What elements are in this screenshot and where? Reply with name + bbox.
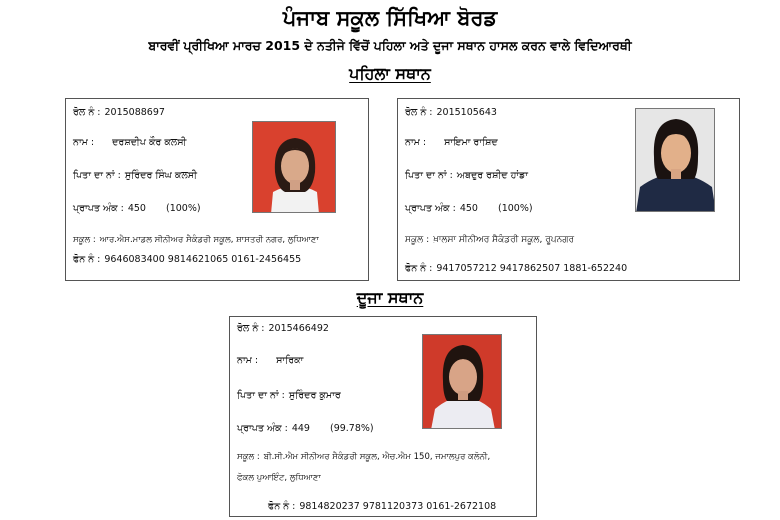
name-row: [73, 137, 192, 148]
name-value: ਦਰਸ਼ਦੀਪ ਕੌਰ ਕਲਸੀ: [112, 137, 187, 148]
father-label: ਪਿਤਾ ਦਾ ਨਾਂ :: [405, 170, 453, 181]
school-value: ਆਰ.ਐਸ.ਮਾਡਲ ਸੀਨੀਅਰ ਸੈਕੰਡਰੀ ਸਕੂਲ, ਸ਼ਾਸਤਰੀ ਨਗਰ, ਲੁਧਿਆਣਾ: [99, 235, 319, 245]
marks-label: ਪ੍ਰਾਪਤ ਅੰਕ :: [73, 203, 124, 214]
roll-row: [237, 323, 335, 334]
marks-label: ਪ੍ਰਾਪਤ ਅੰਕ :: [405, 203, 456, 214]
roll-value: 2015105643: [436, 107, 497, 118]
second-position-heading: ਦੂਜਾ ਸਥਾਨ: [356, 288, 424, 307]
school-row: [73, 235, 325, 245]
school-value: ਖ਼ਾਲਸਾ ਸੀਨੀਅਰ ਸੈਕੰਡਰੀ ਸਕੂਲ, ਰੂਪਨਗਰ: [433, 235, 575, 245]
student-photo: [422, 334, 502, 429]
school-label: ਸਕੂਲ :: [237, 452, 260, 462]
school-row-2: [237, 473, 327, 483]
school-row: [237, 452, 496, 462]
phone-row: [268, 501, 502, 512]
name-value: ਸਾਰਿਕਾ: [276, 355, 304, 366]
name-value: ਸਾਇਮਾ ਰਾਸ਼ਿਦ: [444, 137, 498, 148]
name-row: [405, 137, 504, 148]
name-row: [237, 355, 309, 366]
results-subtitle: ਬਾਰਵੀਂ ਪ੍ਰੀਖਿਆ ਮਾਰਚ 2015 ਦੇ ਨਤੀਜੇ ਵਿੱਚੋਂ ਪਹਿਲਾ ਅਤੇ ਦੂਜਾ ਸਥਾਨ ਹਾਸਲ ਕਰਨ ਵਾਲੇ ਵਿਦਿਆਰਥੀ: [148, 38, 632, 53]
roll-row: [73, 107, 171, 118]
phone-value: 9646083400 9814621065 0161-2456455: [104, 254, 302, 265]
marks-row: [73, 203, 207, 214]
marks-value: 450: [459, 203, 478, 214]
father-row: [405, 170, 534, 181]
roll-label: ਰੋਲ ਨੰ :: [237, 323, 265, 334]
percent-value: (99.78%): [329, 423, 374, 434]
student-photo: [635, 108, 715, 212]
phone-value: 9417057212 9417862507 1881-652240: [436, 263, 628, 274]
student-card-second: [229, 316, 537, 517]
phone-label: ਫੋਨ ਨੰ :: [73, 254, 101, 265]
name-label: ਨਾਮ :: [73, 137, 95, 148]
roll-row: [405, 107, 503, 118]
marks-row: [237, 423, 380, 434]
first-position-heading: ਪਹਿਲਾ ਸਥਾਨ: [349, 64, 431, 83]
school-label: ਸਕੂਲ :: [73, 235, 96, 245]
school-value-line1: ਬੀ.ਸੀ.ਐਮ ਸੀਨੀਅਰ ਸੈਕੰਡਰੀ ਸਕੂਲ, ਐਚ.ਐਮ 150, ਜਮਾਲਪੁਰ ਕਲੋਨੀ,: [263, 452, 491, 462]
roll-label: ਰੋਲ ਨੰ :: [73, 107, 101, 118]
roll-value: 2015088697: [104, 107, 165, 118]
father-label: ਪਿਤਾ ਦਾ ਨਾਂ :: [237, 390, 285, 401]
school-label: ਸਕੂਲ :: [405, 235, 430, 245]
name-label: ਨਾਮ :: [405, 137, 427, 148]
board-title: ਪੰਜਾਬ ਸਕੂਲ ਸਿੱਖਿਆ ਬੋਰਡ: [282, 6, 498, 30]
phone-value: 9814820237 9781120373 0161-2672108: [299, 501, 497, 512]
marks-value: 450: [127, 203, 146, 214]
name-label: ਨਾਮ :: [237, 355, 259, 366]
roll-value: 2015466492: [268, 323, 329, 334]
father-row: [73, 170, 203, 181]
phone-label: ਫੋਨ ਨੰ :: [405, 263, 433, 274]
father-label: ਪਿਤਾ ਦਾ ਨਾਂ :: [73, 170, 121, 181]
phone-row: [405, 263, 633, 274]
father-value: ਸੁਰਿੰਦਰ ਕੁਮਾਰ: [288, 390, 341, 401]
marks-label: ਪ੍ਰਾਪਤ ਅੰਕ :: [237, 423, 288, 434]
phone-row: [73, 254, 307, 265]
student-photo: [252, 121, 336, 213]
father-row: [237, 390, 347, 401]
student-card-first-1: [65, 98, 369, 281]
school-row: [405, 235, 580, 245]
phone-label: ਫੋਨ ਨੰ :: [268, 501, 296, 512]
marks-row: [405, 203, 539, 214]
father-value: ਸੁਰਿੰਦਰ ਸਿੰਘ ਕਲਸੀ: [124, 170, 197, 181]
school-value-line2: ਫੋਕਲ ਪੁਆਇੰਟ, ਲੁਧਿਆਣਾ: [237, 473, 321, 483]
father-value: ਅਬਦੁਰ ਰਸ਼ੀਦ ਹਾਂਡਾ: [456, 170, 528, 181]
percent-value: (100%): [497, 203, 533, 214]
roll-label: ਰੋਲ ਨੰ :: [405, 107, 433, 118]
student-card-first-2: [397, 98, 740, 281]
marks-value: 449: [291, 423, 310, 434]
percent-value: (100%): [165, 203, 201, 214]
